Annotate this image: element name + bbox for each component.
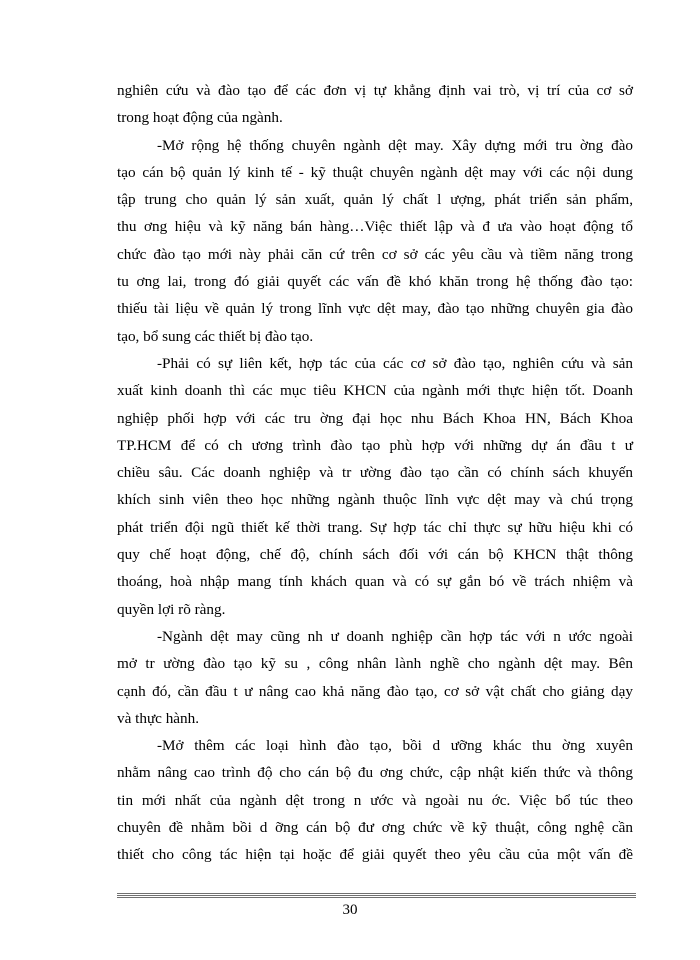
paragraph — [117, 732, 633, 868]
paragraph — [117, 132, 633, 350]
body-text — [117, 77, 633, 869]
text-line: và thực hành. — [117, 709, 200, 727]
text-line: thiếu tài liệu về quản lý trong lĩnh vực dệt may, đào tạo những chuyên gia đào — [117, 300, 633, 318]
paragraph — [117, 623, 633, 732]
text-line: quy chế hoạt động, chế độ, chính sách đối với cán bộ KHCN thật thông — [117, 546, 633, 564]
text-line: nghiệp phối hợp với các tru ờng đại học nhu Bách Khoa HN, Bách Khoa — [117, 409, 633, 427]
text-line: trong hoạt động của ngành. — [117, 109, 283, 127]
text-line: chuyên đề nhằm bồi d ỡng cán bộ đư ơng chức về kỹ thuật, công nghệ cần — [117, 819, 633, 837]
text-line: tu ơng lai, trong đó giải quyết các vấn đề khó khăn trong hệ thống đào tạo: — [117, 273, 633, 291]
text-line: thoáng, hoà nhập mang tính khách quan và có sự gắn bó về trách nhiệm và — [117, 573, 633, 591]
text-line: -Phải có sự liên kết, hợp tác của các cơ sở đào tạo, nghiên cứu và sản — [157, 354, 633, 372]
text-line: TP.HCM để có ch ương trình đào tạo phù hợp với những dự án đầu t ư — [117, 436, 633, 454]
text-line: thiết cho công tác hiện tại hoặc để giải quyết theo yêu cầu của một vấn đề — [117, 846, 633, 864]
text-line: chức đào tạo mới này phải căn cứ trên cơ sở các yêu cầu và tiềm năng trong — [117, 245, 633, 263]
text-line: tin mới nhất của ngành dệt trong n ước và ngoài nu ớc. Việc bổ túc theo — [117, 791, 633, 809]
text-line: cạnh đó, cần đầu t ư nâng cao khả năng đào tạo, cơ sở vật chất cho giảng dạy — [117, 682, 633, 700]
footer-rule — [117, 893, 636, 899]
text-line: tạo, bổ sung các thiết bị đào tạo. — [117, 327, 314, 345]
text-line: thu ơng hiệu và kỹ năng bán hàng…Việc thiết lập và đ ưa vào hoạt động tổ — [117, 218, 633, 236]
text-line: mở tr ường đào tạo kỹ su , công nhân lành nghề cho ngành dệt may. Bên — [117, 655, 633, 673]
text-line: -Ngành dệt may cũng nh ư doanh nghiệp cần hợp tác với n ước ngoài — [157, 627, 633, 645]
text-line: nhằm nâng cao trình độ cho cán bộ đu ơng chức, cập nhật kiến thức và thông — [117, 764, 633, 782]
text-line: chiều sâu. Các doanh nghiệp và tr ường đào tạo cần có chính sách khuyến — [117, 464, 633, 482]
text-line: khích sinh viên theo học những ngành thuộc lĩnh vực dệt may và chú trọng — [117, 491, 633, 509]
paragraph — [117, 350, 633, 623]
page-number: 30 — [342, 902, 358, 918]
text-line: -Mở thêm các loại hình đào tạo, bồi d ưỡng khác thu ờng xuyên — [157, 737, 633, 755]
text-line: quyền lợi rõ ràng. — [117, 600, 226, 618]
text-line: xuất kinh doanh thì các mục tiêu KHCN của ngành mới thực hiện tốt. Doanh — [117, 382, 633, 400]
text-line: tập trung cho quản lý sản xuất, quản lý chất l ượng, phát triển sản phẩm, — [117, 191, 633, 209]
paragraph — [117, 77, 633, 132]
text-line: tạo cán bộ quản lý kinh tế - kỹ thuật chuyên ngành dệt may với các nội dung — [117, 163, 633, 181]
text-line: -Mở rộng hệ thống chuyên ngành dệt may. Xây dựng mới tru ờng đào — [157, 136, 633, 154]
text-line: nghiên cứu và đào tạo để các đơn vị tự khẳng định vai trò, vị trí của cơ sở — [117, 82, 633, 99]
text-line: phát triển đội ngũ thiết kế thời trang. Sự hợp tác chỉ thực sự hữu hiệu khi có — [117, 518, 633, 536]
